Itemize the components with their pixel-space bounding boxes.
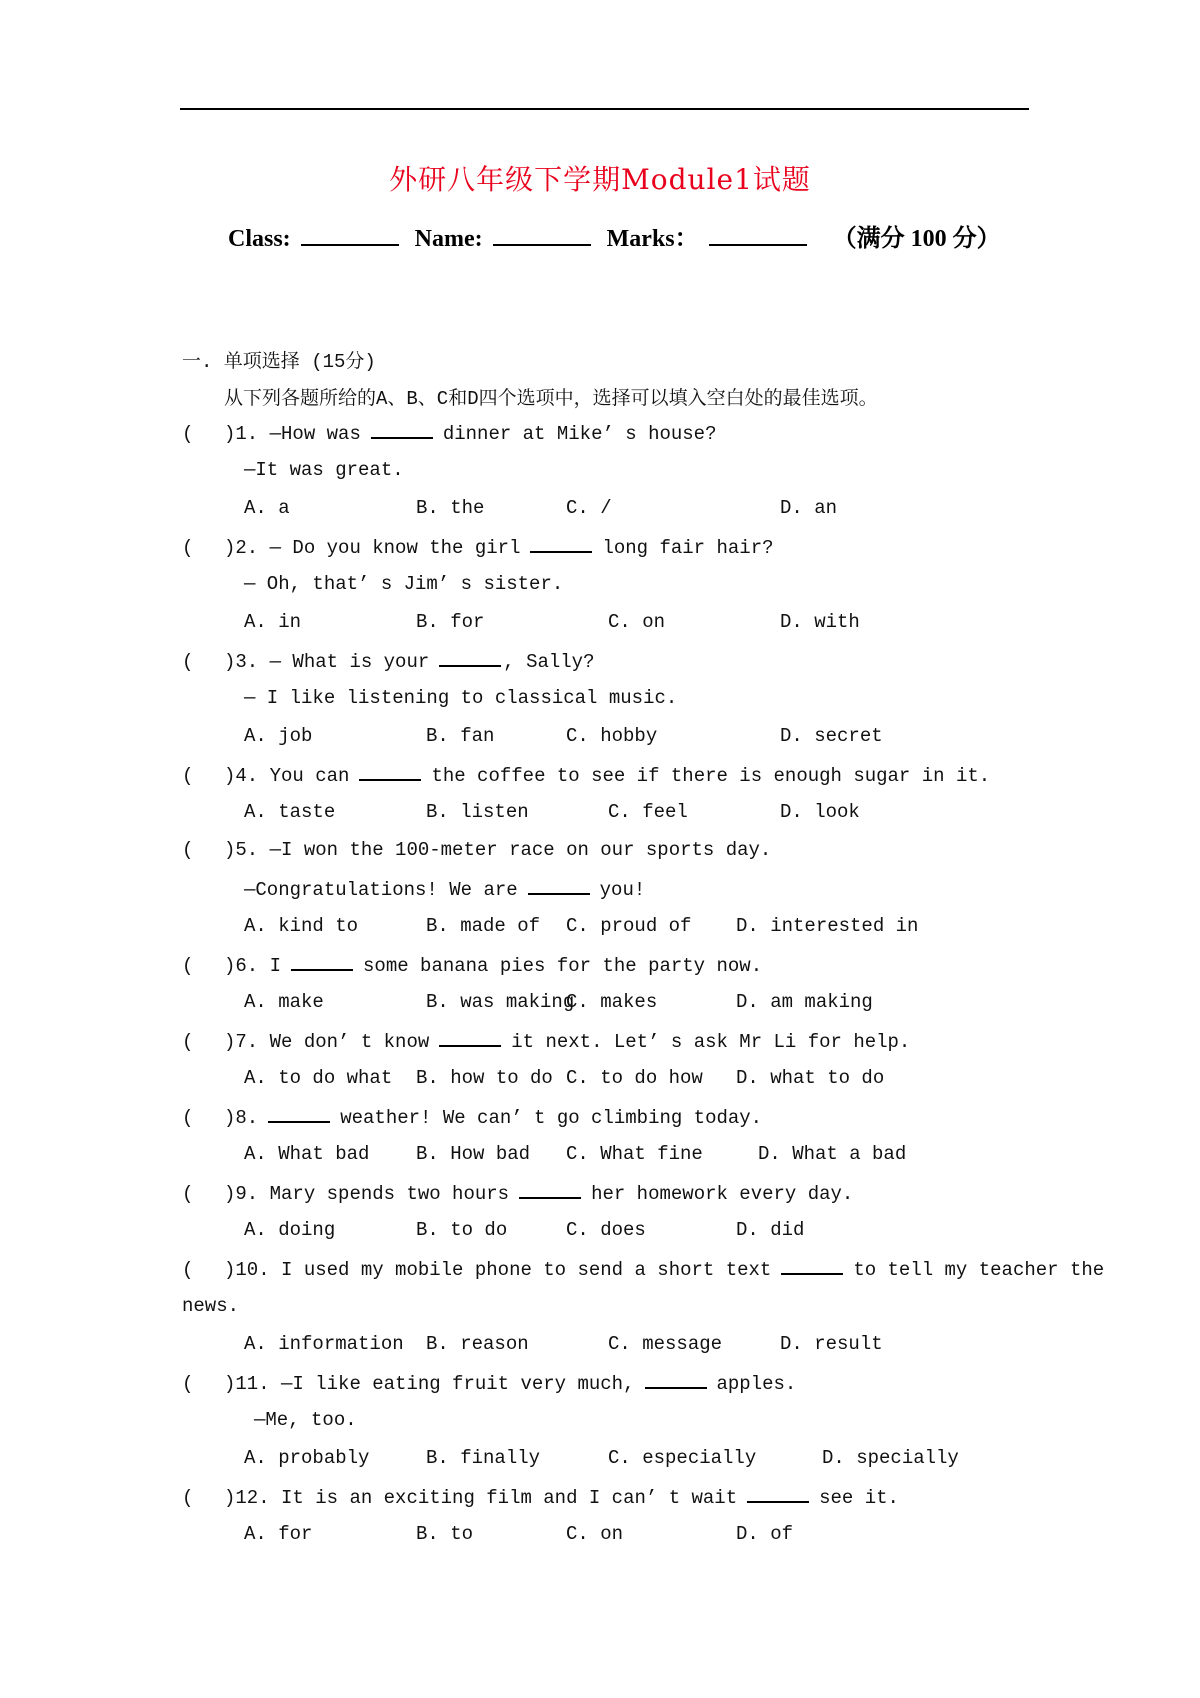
response-line: —It was great. [244,459,404,481]
option-b: B. fan [426,725,495,747]
blank-line [528,877,590,895]
student-info-row [228,218,1001,253]
section-title: 一. 单项选择 (15分) [182,351,376,373]
option-c: C. on [566,1523,624,1545]
answer-bracket[interactable]: ( [182,1259,194,1281]
option-b: B. for [416,611,485,633]
option-a: A. in [244,611,302,633]
response-line: — Oh, that’ s Jim’ s sister. [244,573,564,595]
class-label: Class: [228,226,291,252]
option-c: C. on [608,611,666,633]
response-line: — I like listening to classical music. [244,687,678,709]
option-b: B. to do [416,1219,508,1241]
option-b: B. was making [426,991,575,1013]
blank-line [359,763,421,781]
question-number: 1. [235,423,259,445]
option-d: D. what to do [736,1067,885,1089]
answer-bracket[interactable]: ( [182,1487,194,1509]
question-row: ( )3. — What is your , Sally? [182,651,595,673]
name-label: Name: [414,226,483,252]
blank-line [530,535,592,553]
question-text: — Do you know the girl [269,537,521,559]
option-d: D. of [736,1523,794,1545]
option-c: C. especially [608,1447,757,1469]
answer-bracket[interactable]: ( [182,423,194,445]
question-text: dinner at Mike’ s house? [442,423,717,445]
option-c: C. / [566,497,612,519]
total-score: （满分 100 分） [832,226,1001,252]
question-row: ( )2. — Do you know the girl long fair hair? [182,537,774,559]
question-row: ( )8. weather! We can’ t go climbing today. [182,1107,763,1129]
section-instruction: 从下列各题所给的A、B、C和D四个选项中，选择可以填入空白处的最佳选项。 [224,388,878,410]
option-d: D. What a bad [758,1143,907,1165]
question-text: long fair hair? [602,537,774,559]
option-c: C. makes [566,991,658,1013]
question-text: We don’ t know [269,1031,430,1053]
class-blank[interactable] [301,226,399,246]
option-a: A. job [244,725,313,747]
blank-line [268,1105,330,1123]
option-d: D. am making [736,991,873,1013]
option-b: B. to [416,1523,474,1545]
question-text: see it. [819,1487,899,1509]
option-a: A. doing [244,1219,336,1241]
question-text: —I won the 100-meter race on our sports day. [269,839,772,861]
question-text: apples. [716,1373,797,1395]
option-d: D. an [780,497,838,519]
question-row: ( )9. Mary spends two hours her homework every day. [182,1183,854,1205]
answer-bracket[interactable]: ( [182,1031,194,1053]
question-text: I [269,955,282,977]
question-text: You can [269,765,350,787]
question-row: ( )7. We don’ t know it next. Let’ s ask Mr Li for help. [182,1031,911,1053]
blank-line [519,1181,581,1199]
option-d: D. specially [822,1447,959,1469]
question-text: — What is your [269,651,430,673]
question-row: ( )6. I some banana pies for the party now. [182,955,763,977]
option-a: A. What bad [244,1143,370,1165]
question-text: the coffee to see if there is enough sugar in it. [431,765,991,787]
option-c: C. hobby [566,725,658,747]
question-row: ( )1. —How was dinner at Mike’ s house? [182,423,717,445]
question-text: Mary spends two hours [269,1183,510,1205]
exam-title: 外研八年级下学期Module1试题 [389,163,811,196]
option-c: C. feel [608,801,688,823]
question-number: 12. [235,1487,270,1509]
question-text: , Sally? [503,651,595,673]
option-c: C. proud of [566,915,692,937]
question-row: ( )11. —I like eating fruit very much, apples. [182,1373,797,1395]
option-c: C. What fine [566,1143,703,1165]
question-number: 2. [235,537,259,559]
question-number: 7. [235,1031,259,1053]
blank-line [291,953,353,971]
option-a: A. a [244,497,290,519]
response-text: you! [599,879,646,901]
answer-bracket[interactable]: ( [182,1373,194,1395]
question-row: ( )12. It is an exciting film and I can’ t wait see it. [182,1487,899,1509]
question-number: 3. [235,651,259,673]
option-b: B. the [416,497,485,519]
question-row: ( )5. —I won the 100-meter race on our sports day. [182,839,772,861]
option-b: B. listen [426,801,529,823]
name-blank[interactable] [493,226,591,246]
marks-label: Marks： [606,226,699,252]
question-number: 9. [235,1183,259,1205]
question-text: I used my mobile phone to send a short text [281,1259,772,1281]
blank-line [781,1257,843,1275]
question-text: weather! We can’ t go climbing today. [340,1107,763,1129]
blank-line [371,421,433,439]
option-d: D. secret [780,725,883,747]
option-c: C. does [566,1219,646,1241]
question-text: to tell my teacher the [853,1259,1105,1281]
option-d: D. with [780,611,860,633]
answer-bracket[interactable]: ( [182,1183,194,1205]
question-number: 5. [235,839,259,861]
question-number: 4. [235,765,259,787]
question-number: 6. [235,955,259,977]
question-text: It is an exciting film and I can’ t wait [281,1487,738,1509]
question-text: some banana pies for the party now. [363,955,763,977]
option-d: D. interested in [736,915,919,937]
option-b: B. made of [426,915,541,937]
option-a: A. probably [244,1447,370,1469]
option-c: C. to do how [566,1067,703,1089]
option-b: B. finally [426,1447,541,1469]
blank-line [645,1371,707,1389]
question-number: 8. [235,1107,259,1129]
question-number: 10. [235,1259,270,1281]
option-d: D. result [780,1333,883,1355]
option-d: D. look [780,801,860,823]
option-c: C. message [608,1333,723,1355]
header-rule [180,108,1029,110]
option-a: A. information [244,1333,404,1355]
option-a: A. make [244,991,324,1013]
question-text: it next. Let’ s ask Mr Li for help. [511,1031,911,1053]
option-d: D. did [736,1219,805,1241]
blank-line [439,649,501,667]
question-row: ( )10. I used my mobile phone to send a short text to tell my teacher the [182,1259,1105,1281]
blank-line [747,1485,809,1503]
marks-blank[interactable] [709,226,807,246]
option-b: B. how to do [416,1067,553,1089]
response-line [244,877,645,901]
option-a: A. taste [244,801,336,823]
answer-bracket[interactable]: ( [182,839,194,861]
question-number: 11. [235,1373,270,1395]
question-text: —How was [269,423,361,445]
question-text: her homework every day. [591,1183,854,1205]
blank-line [439,1029,501,1047]
answer-bracket[interactable]: ( [182,651,194,673]
option-a: A. for [244,1523,313,1545]
option-a: A. to do what [244,1067,393,1089]
question-text: —I like eating fruit very much, [281,1373,635,1395]
answer-bracket[interactable]: ( [182,537,194,559]
answer-bracket[interactable]: ( [182,955,194,977]
option-b: B. reason [426,1333,529,1355]
answer-bracket[interactable]: ( [182,1107,194,1129]
answer-bracket[interactable]: ( [182,765,194,787]
option-a: A. kind to [244,915,359,937]
option-b: B. How bad [416,1143,531,1165]
question-row: ( )4. You can the coffee to see if there is enough sugar in it. [182,765,991,787]
response-line: —Me, too. [254,1409,357,1431]
response-text: —Congratulations! We are [244,879,518,901]
question-continuation: news. [182,1295,240,1317]
